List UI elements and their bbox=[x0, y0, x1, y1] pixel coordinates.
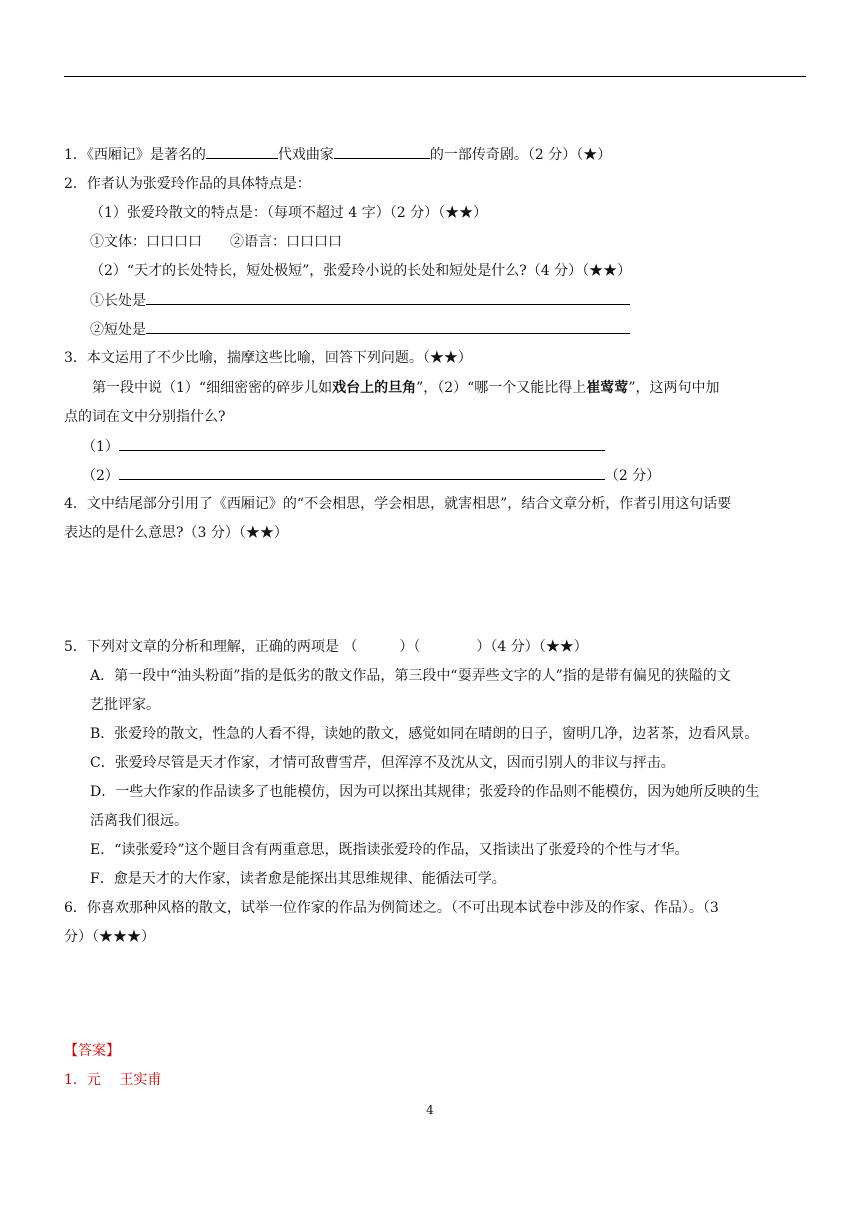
answer-1: 1．元 王实甫 bbox=[64, 1072, 162, 1088]
question-3-text-cont: 点的词在文中分别指什么? bbox=[64, 409, 226, 425]
question-2-weakness: ②短处是 bbox=[90, 319, 630, 340]
page-number: 4 bbox=[426, 1103, 434, 1117]
question-2: 2．作者认为张爱玲作品的具体特点是： bbox=[64, 176, 311, 192]
question-5: 5．下列对文章的分析和理解，正确的两项是 （ ）（ ）（4 分）（★★） bbox=[64, 639, 588, 655]
answer-blank[interactable] bbox=[206, 144, 278, 159]
option-b: B．张爱玲的散文，性急的人看不得，读她的散文，感觉如同在晴朗的日子，窗明几净，边茗茶，边看风景。 bbox=[90, 726, 759, 742]
question-4-cont: 表达的是什么意思?（3 分）（★★） bbox=[64, 525, 288, 541]
answer-blank[interactable] bbox=[334, 144, 430, 159]
question-2-part-2: （2）“天才的长处特长，短处极短”，张爱玲小说的长处和短处是什么?（4 分）（★★） bbox=[90, 263, 632, 279]
question-6-cont: 分）（★★★） bbox=[64, 929, 155, 945]
answer-blank[interactable] bbox=[146, 319, 630, 334]
question-3-answer-2: （2） （2 分） bbox=[82, 465, 660, 486]
question-6: 6．你喜欢那种风格的散文，试举一位作家的作品为例简述之。（不可出现本试卷中涉及的作家、作品）。（3 bbox=[64, 900, 719, 916]
dotted-word: 崔莺莺 bbox=[586, 380, 629, 396]
answer-blank[interactable] bbox=[119, 465, 605, 480]
question-3-text: 第一段中说（1）“细细密密的碎步儿如戏台上的旦角”，（2）“哪一个又能比得上崔莺莺”，这两句中加 bbox=[92, 380, 720, 396]
answer-heading: 【答案】 bbox=[64, 1043, 120, 1059]
question-2-strength: ①长处是 bbox=[90, 290, 630, 311]
option-a-cont: 艺批评家。 bbox=[90, 697, 160, 713]
answer-blank[interactable] bbox=[146, 290, 630, 305]
option-d-cont: 活离我们很远。 bbox=[90, 813, 188, 829]
option-d: D．一些大作家的作品读多了也能模仿，因为可以探出其规律；张爱玲的作品则不能模仿，因为她所反映的生 bbox=[90, 784, 760, 800]
question-4: 4．文中结尾部分引用了《西厢记》的“不会相思，学会相思，就害相思”，结合文章分析，作者引用这句话要 bbox=[64, 496, 732, 512]
question-3-answer-1: （1） bbox=[82, 436, 605, 457]
option-a: A．第一段中“油头粉面”指的是低劣的散文作品，第三段中“耍弄些文字的人”指的是带有偏见的狭隘的文 bbox=[90, 668, 731, 684]
option-e: E．“读张爱玲”这个题目含有两重意思，既指读张爱玲的作品，又指读出了张爱玲的个性与才华。 bbox=[90, 842, 689, 858]
question-2-part-1-options: ①文体：口口口口 ②语言：口口口口 bbox=[90, 234, 342, 250]
answer-blank[interactable] bbox=[119, 436, 605, 451]
question-3: 3．本文运用了不少比喻，揣摩这些比喻，回答下列问题。（★★） bbox=[64, 350, 472, 366]
question-1: 1．《西厢记》是著名的 代戏曲家 的一部传奇剧。（2 分）（★） bbox=[64, 144, 611, 165]
question-2-part-1: （1）张爱玲散文的特点是：（每项不超过 4 字）（2 分）（★★） bbox=[90, 205, 488, 221]
option-c: C．张爱玲尽管是天才作家，才情可敌曹雪芹，但浑淳不及沈从文，因而引别人的非议与抨击。 bbox=[90, 755, 675, 771]
dotted-word: 戏台上的旦角 bbox=[332, 380, 417, 396]
option-f: F．愈是天才的大作家，读者愈是能探出其思维规律、能循法可学。 bbox=[90, 871, 506, 887]
header-rule bbox=[64, 76, 806, 77]
